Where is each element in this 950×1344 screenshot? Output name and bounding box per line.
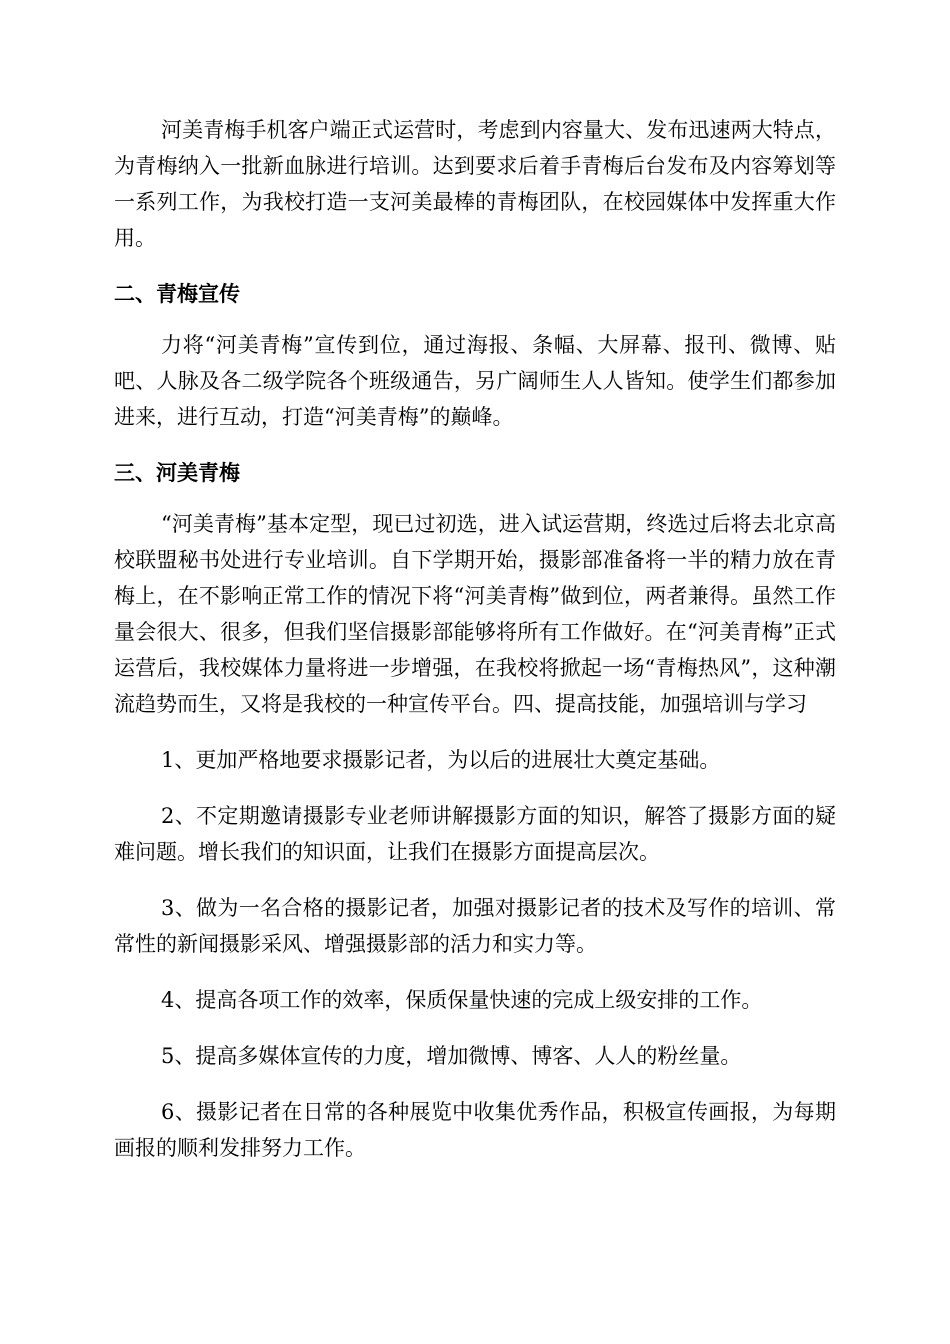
- section-heading-qingmei-promotion: 二、青梅宣传: [114, 282, 240, 306]
- section-heading-hemei-qingmei: 三、河美青梅: [114, 461, 240, 485]
- paragraph-qingmei-app: 河美青梅手机客户端正式运营时，考虑到内容量大、发布迅速两大特点，为青梅纳入一批新血脉进行培训。达到要求后着手青梅后台发布及内容筹划等一系列工作，为我校打造一支河美最棒的青梅团队，在校园媒体中发挥重大作用。: [114, 118, 836, 250]
- list-item-3: 3、做为一名合格的摄影记者，加强对摄影记者的技术及写作的培训、常常性的新闻摄影采风、增强摄影部的活力和实力等。: [114, 896, 836, 956]
- list-item-6: 6、摄影记者在日常的各种展览中收集优秀作品，积极宣传画报，为每期画报的顺利发排努力工作。: [114, 1100, 836, 1160]
- paragraph-qingmei-promotion: 力将“河美青梅”宣传到位，通过海报、条幅、大屏幕、报刊、微博、贴吧、人脉及各二级学院各个班级通告，另广阔师生人人皆知。使学生们都参加进来，进行互动，打造“河美青梅”的巅峰。: [114, 333, 836, 429]
- list-item-2: 2、不定期邀请摄影专业老师讲解摄影方面的知识，解答了摄影方面的疑难问题。增长我们的知识面，让我们在摄影方面提高层次。: [114, 804, 836, 864]
- document-body: [114, 112, 836, 1166]
- list-item-1: 1、更加严格地要求摄影记者，为以后的进展壮大奠定基础。: [161, 748, 721, 772]
- list-item-4: 4、提高各项工作的效率，保质保量快速的完成上级安排的工作。: [161, 988, 763, 1012]
- list-item-5: 5、提高多媒体宣传的力度，增加微博、博客、人人的粉丝量。: [161, 1044, 742, 1068]
- paragraph-hemei-qingmei: “河美青梅”基本定型，现已过初选，进入试运营期，终选过后将去北京高校联盟秘书处进行专业培训。自下学期开始，摄影部准备将一半的精力放在青梅上，在不影响正常工作的情况下将“河美青梅”做到位，两者兼得。虽然工作量会很大、很多，但我们坚信摄影部能够将所有工作做好。在“河美青梅”正式运营后，我校媒体力量将进一步增强，在我校将掀起一场“青梅热风”，这种潮流趋势而生，又将是我校的一种宣传平台。四、提高技能，加强培训与学习: [114, 512, 836, 716]
